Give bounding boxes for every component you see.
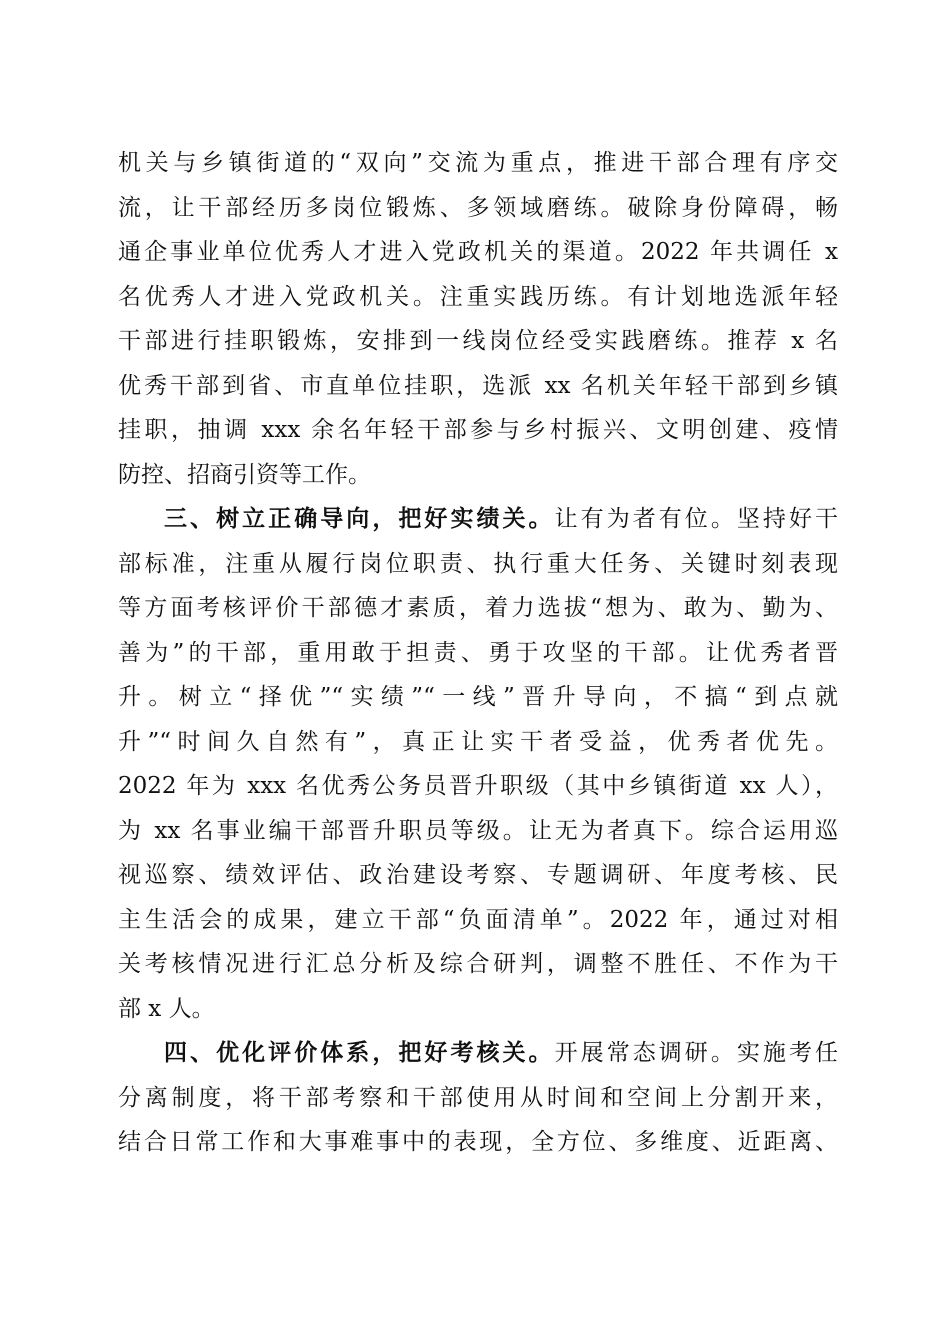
text-line: 通企事业单位优秀人才进入党政机关的渠道。2022 年共调任 x	[118, 239, 838, 265]
text-line: 结合日常工作和大事难事中的表现，全方位、多维度、近距离、	[118, 1129, 838, 1155]
paragraph-section-four	[118, 1031, 838, 1165]
text-line: 升”“时间久自然有”，真正让实干者受益，优秀者优先。	[118, 728, 838, 755]
section-four-first-line-text: 开展常态调研。实施考任	[554, 1040, 838, 1066]
text-line: 名优秀人才进入党政机关。注重实践历练。有计划地选派年轻	[118, 283, 838, 310]
text-line: 部标准，注重从履行岗位职责、执行重大任务、关键时刻表现	[118, 550, 838, 577]
text-line: 防控、招商引资等工作。	[118, 461, 371, 488]
section-three-heading: 三、树立正确导向，把好实绩关。	[164, 506, 555, 532]
text-line: 为 xx 名事业编干部晋升职员等级。让无为者真下。综合运用巡	[118, 817, 838, 844]
section-three-first-line	[118, 497, 838, 542]
section-four-first-line	[118, 1031, 838, 1076]
text-line: 升。树立“择优”“实绩”“一线”晋升导向，不搞“到点就	[118, 684, 838, 710]
text-line: 主生活会的成果，建立干部“负面清单”。2022 年，通过对相	[118, 906, 838, 933]
text-line: 部 x 人。	[118, 995, 215, 1022]
text-line: 等方面考核评价干部德才素质，着力选拔“想为、敢为、勤为、	[118, 595, 838, 621]
text-line: 流，让干部经历多岗位锻炼、多领域磨练。破除身份障碍，畅	[118, 194, 838, 221]
text-line: 视巡察、绩效评估、政治建设考察、专题调研、年度考核、民	[118, 862, 838, 888]
section-three-first-line-text: 让有为者有位。坚持好干	[554, 506, 838, 532]
paragraph-exchange	[118, 141, 838, 497]
text-line: 关考核情况进行汇总分析及综合研判，调整不胜任、不作为干	[118, 951, 838, 977]
section-four-heading: 四、优化评价体系，把好考核关。	[164, 1040, 555, 1066]
document-body	[118, 141, 838, 1165]
text-line: 干部进行挂职锻炼，安排到一线岗位经受实践磨练。推荐 x 名	[118, 328, 838, 354]
text-line: 善为”的干部，重用敢于担责、勇于攻坚的干部。让优秀者晋	[118, 639, 838, 666]
text-line: 机关与乡镇街道的“双向”交流为重点，推进干部合理有序交	[118, 150, 838, 176]
paragraph-section-three	[118, 497, 838, 1031]
text-line: 2022 年为 xxx 名优秀公务员晋升职级（其中乡镇街道 xx 人），	[118, 773, 838, 799]
text-line: 分离制度，将干部考察和干部使用从时间和空间上分割开来，	[118, 1084, 838, 1111]
text-line: 挂职，抽调 xxx 余名年轻干部参与乡村振兴、文明创建、疫情	[118, 417, 838, 443]
text-line: 优秀干部到省、市直单位挂职，选派 xx 名机关年轻干部到乡镇	[118, 372, 838, 399]
